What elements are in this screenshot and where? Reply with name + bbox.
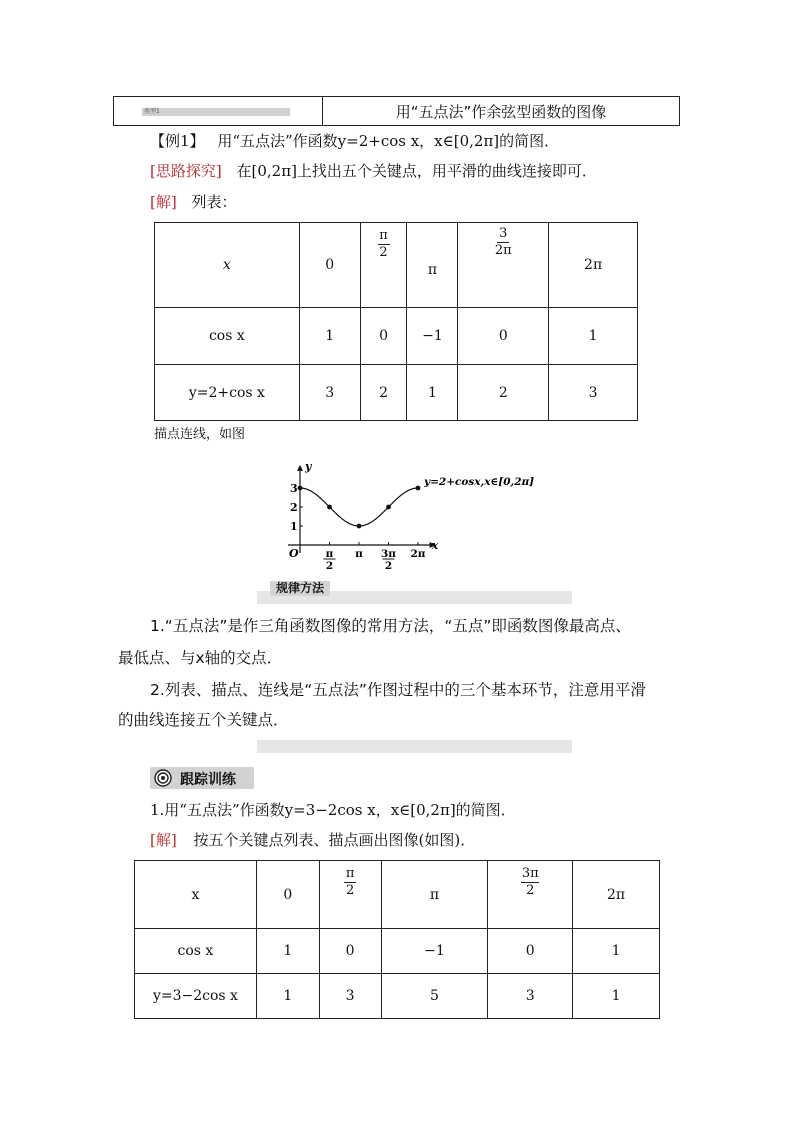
table-row	[155, 223, 638, 308]
table-cell-fraction: $\frac{3}{2\pi}$	[458, 223, 549, 308]
row-header-y: y=2+cos x	[155, 365, 300, 421]
table-cell: 2π	[549, 223, 638, 308]
svg-text:π: π	[355, 548, 363, 560]
table-cell: 3	[299, 365, 360, 421]
section-header	[113, 96, 680, 126]
tracking-banner	[150, 767, 254, 789]
table-cell: 5	[381, 974, 488, 1019]
solution-tag: [解]	[150, 193, 177, 211]
table-cell: π	[407, 223, 458, 308]
section-header-tab-cell	[114, 97, 323, 125]
method-end-banner	[257, 740, 572, 753]
table-row	[155, 365, 638, 421]
table-row	[135, 861, 660, 929]
table-cell-fraction: $\frac{3\pi}{2}$	[488, 861, 573, 929]
table-cell: 1	[573, 929, 660, 974]
x-tick-label	[355, 548, 363, 560]
table-cell: 0	[360, 308, 407, 365]
table-cell: −1	[381, 929, 488, 974]
tracking-problem: 1.用“五点法”作函数y=3−2cos x，x∈[0,2π]的简图．	[150, 801, 516, 819]
tracking-solution-text: 按五个关键点列表、描点画出图像(如图)．	[193, 831, 476, 849]
origin-label: O	[289, 547, 299, 560]
table-cell: 1	[299, 308, 360, 365]
method-text	[150, 610, 690, 642]
hint-tag: [思路探究]	[150, 162, 222, 180]
table-cell: 3	[488, 974, 573, 1019]
tracking-solution-line	[150, 830, 475, 850]
table-cell: 0	[458, 308, 549, 365]
table-cell-fraction: $\frac{\pi}{2}$	[360, 223, 407, 308]
y-tick-label: 1	[290, 520, 298, 533]
row-header-cos: cos x	[155, 308, 300, 365]
curve-line	[300, 488, 418, 526]
table-cell: 1	[549, 308, 638, 365]
data-point	[416, 486, 421, 491]
row-header-y: y=3−2cos x	[135, 974, 257, 1019]
y-axis-label: y	[305, 459, 312, 473]
table-cell: 2π	[573, 861, 660, 929]
tracking-solution-tag: [解]	[150, 831, 177, 849]
method-paragraph-2: 2.列表、描点、连线是“五点法”作图过程中的三个基本环节，注意用平滑	[150, 681, 646, 699]
example-1-table	[154, 222, 638, 421]
data-point	[327, 505, 332, 510]
svg-text:3π: 3π	[381, 548, 396, 560]
table-row	[135, 974, 660, 1019]
svg-text:2: 2	[325, 560, 334, 570]
method-paragraph-2-cont: 的曲线连接五个关键点．	[118, 711, 289, 729]
x-tick-label	[324, 548, 336, 570]
table-cell-fraction: $\frac{\pi}{2}$	[319, 861, 381, 929]
table-cell: 1	[407, 365, 458, 421]
table-cell: 0	[488, 929, 573, 974]
table-cell: 0	[256, 861, 319, 929]
table-cell: 3	[319, 974, 381, 1019]
hint-line	[150, 161, 597, 181]
row-header-cos: cos x	[135, 929, 257, 974]
section-title: 用“五点法”作余弦型函数的图像	[395, 102, 607, 121]
table-row	[155, 308, 638, 365]
point-group	[298, 486, 421, 529]
section-type-tab: 类型1	[142, 108, 290, 116]
x-tick-label	[411, 548, 426, 560]
method-banner-label: 规律方法	[270, 581, 330, 596]
table-cell: 1	[573, 974, 660, 1019]
x-tick-group	[324, 542, 426, 570]
example-1-problem: 用“五点法”作函数y=2+cos x，x∈[0,2π]的简图．	[217, 132, 560, 150]
method-paragraph-1: 1.“五点法”是作三角函数图像的常用方法，“五点”即函数图像最高点、	[150, 617, 631, 635]
hint-text: 在[0,2π]上找出五个关键点，用平滑的曲线连接即可．	[236, 162, 597, 180]
table-cell: 1	[256, 929, 319, 974]
example-1-tag: 【例1】	[150, 132, 205, 150]
x-axis-label: x	[431, 539, 439, 552]
table-row	[135, 929, 660, 974]
solution-line	[150, 192, 237, 212]
table-cell: 1	[256, 974, 319, 1019]
y-tick-label: 2	[290, 501, 298, 514]
x-tick-label	[381, 548, 396, 570]
data-point	[298, 486, 303, 491]
tracking-banner-label: 跟踪训练	[180, 772, 236, 788]
table-cell: π	[381, 861, 488, 929]
cosine-graph	[278, 448, 548, 570]
table-cell: 0	[319, 929, 381, 974]
svg-text:π: π	[325, 548, 334, 560]
example-1-line	[150, 131, 559, 151]
svg-text:2: 2	[384, 560, 393, 570]
curve-label: y=2+cosx,x∈[0,2π]	[424, 476, 535, 488]
row-header-x: x	[155, 223, 300, 308]
table-cell: 2	[458, 365, 549, 421]
svg-text:2π: 2π	[410, 548, 426, 560]
row-header-x: x	[135, 861, 257, 929]
after-table-text: 描点连线，如图	[154, 427, 246, 442]
data-point	[386, 505, 391, 510]
method-paragraph-1-cont: 最低点、与x轴的交点．	[118, 649, 283, 667]
table-cell: 2	[360, 365, 407, 421]
solution-intro: 列表：	[191, 193, 237, 211]
y-axis-arrow	[297, 465, 303, 471]
target-icon	[154, 769, 172, 787]
table-cell: −1	[407, 308, 458, 365]
tracking-table	[134, 860, 660, 1019]
table-cell: 3	[549, 365, 638, 421]
y-tick-label: 3	[290, 482, 298, 495]
table-cell: 0	[299, 223, 360, 308]
data-point	[357, 524, 362, 529]
